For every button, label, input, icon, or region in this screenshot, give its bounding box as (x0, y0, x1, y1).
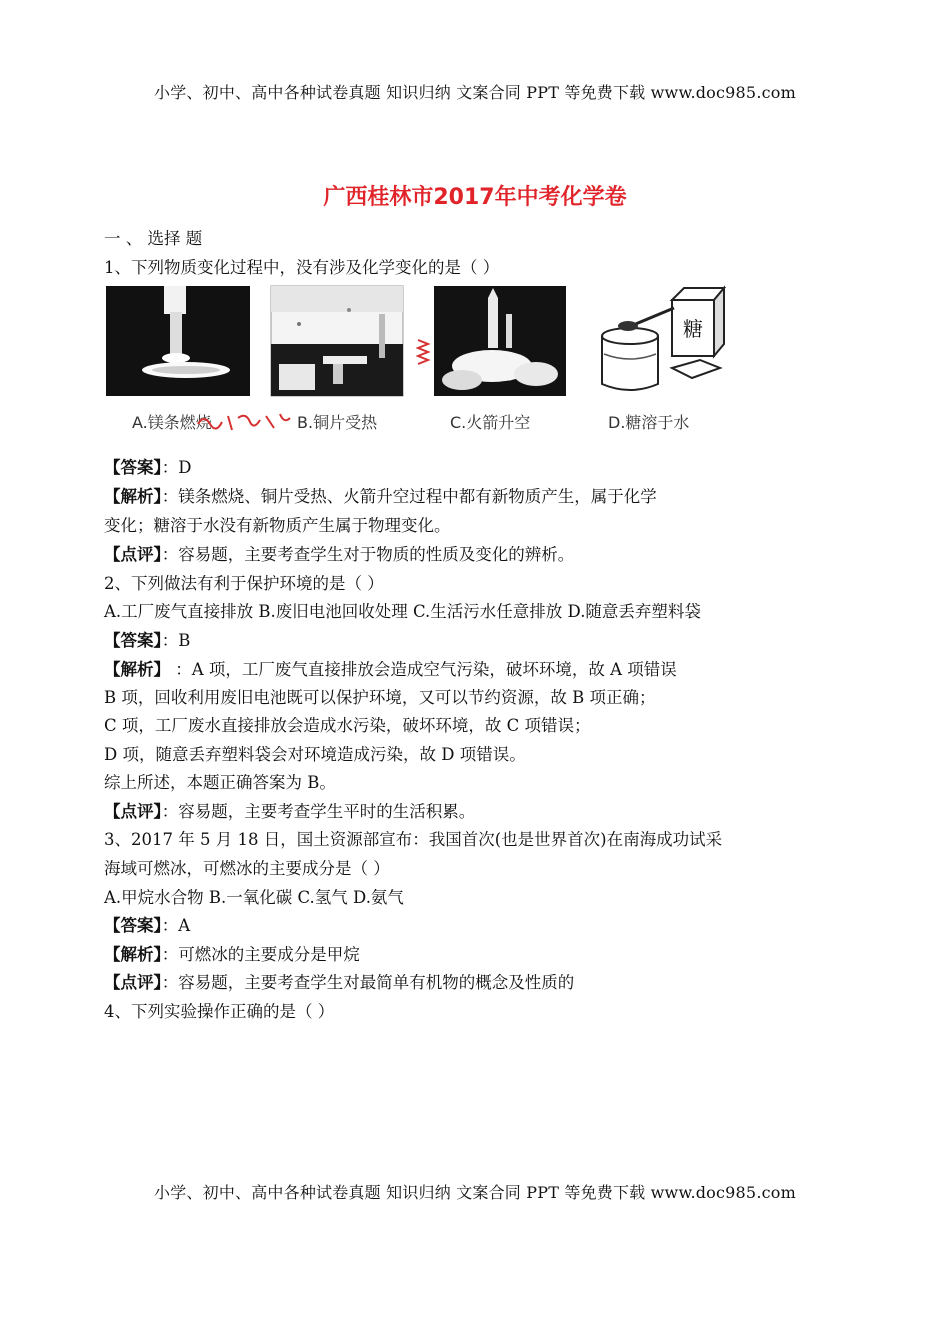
q1-figures (104, 284, 744, 432)
q2-options: A.工厂废气直接排放 B.废旧电池回收处理 C.生活污水任意排放 D.随意丢弃塑料袋 (104, 602, 701, 621)
q1-answer: 【答案】：D (104, 458, 192, 477)
q1-analysis-cont: 变化；糖溶于水没有新物质产生属于物理变化。 (104, 516, 451, 535)
q2-summary: 综上所述，本题正确答案为 B。 (104, 773, 336, 792)
handwritten-scribble (194, 408, 294, 434)
q3-options: A.甲烷水合物 B.一氧化碳 C.氢气 D.氨气 (104, 888, 404, 907)
q1-analysis: 【解析】：镁条燃烧、铜片受热、火箭升空过程中都有新物质产生，属于化学 (104, 487, 657, 506)
q4-stem: 4、下列实验操作正确的是（ ） (104, 1002, 335, 1021)
q3-stem-cont: 海域可燃冰，可燃冰的主要成分是（ ） (104, 859, 390, 878)
figure-copper-heating (269, 284, 405, 400)
q2-analysis-b: B 项，回收利用废旧电池既可以保护环境，又可以节约资源，故 B 项正确； (104, 688, 656, 707)
caption-c: C.火箭升空 (450, 413, 531, 432)
q2-answer: 【答案】：B (104, 631, 191, 650)
page-footer: 小学、初中、高中各种试卷真题 知识归纳 文案合同 PPT 等免费下载 www.doc985.com (154, 1183, 796, 1202)
q3-answer: 【答案】：A (104, 916, 191, 935)
section-heading: 一 、 选择 题 (104, 229, 203, 248)
figure-magnesium-burning (104, 284, 252, 400)
document-title: 广西桂林市2017年中考化学卷 (323, 185, 627, 210)
page-header: 小学、初中、高中各种试卷真题 知识归纳 文案合同 PPT 等免费下载 www.doc985.com (154, 83, 796, 102)
q2-analysis: 【解析】 ：A 项，工厂废气直接排放会造成空气污染，破坏环境，故 A 项错误 (104, 660, 677, 679)
q1-comment: 【点评】：容易题，主要考查学生对于物质的性质及变化的辨析。 (104, 545, 575, 564)
figure-sugar-dissolving (596, 284, 726, 400)
sugar-box-label: 糖 (683, 317, 703, 341)
caption-a: A.镁条燃烧 (132, 413, 212, 432)
q2-analysis-c: C 项，工厂废水直接排放会造成水污染，破坏环境，故 C 项错误； (104, 716, 591, 735)
caption-b: B.铜片受热 (297, 413, 378, 432)
handwritten-mark (416, 336, 432, 370)
caption-d: D.糖溶于水 (608, 413, 690, 432)
q3-analysis: 【解析】：可燃冰的主要成分是甲烷 (104, 945, 360, 964)
q3-stem: 3、2017 年 5 月 18 日，国土资源部宣布：我国首次(也是世界首次)在南海成功试采 (104, 830, 723, 849)
figure-rocket-launch (432, 284, 568, 400)
q2-analysis-d: D 项，随意丢弃塑料袋会对环境造成污染，故 D 项错误。 (104, 745, 526, 764)
q3-comment: 【点评】：容易题，主要考查学生对最简单有机物的概念及性质的 (104, 973, 575, 992)
q2-comment: 【点评】：容易题，主要考查学生平时的生活积累。 (104, 802, 476, 821)
q1-stem: 1、下列物质变化过程中，没有涉及化学变化的是（ ） (104, 258, 500, 277)
q2-stem: 2、下列做法有利于保护环境的是（ ） (104, 574, 384, 593)
